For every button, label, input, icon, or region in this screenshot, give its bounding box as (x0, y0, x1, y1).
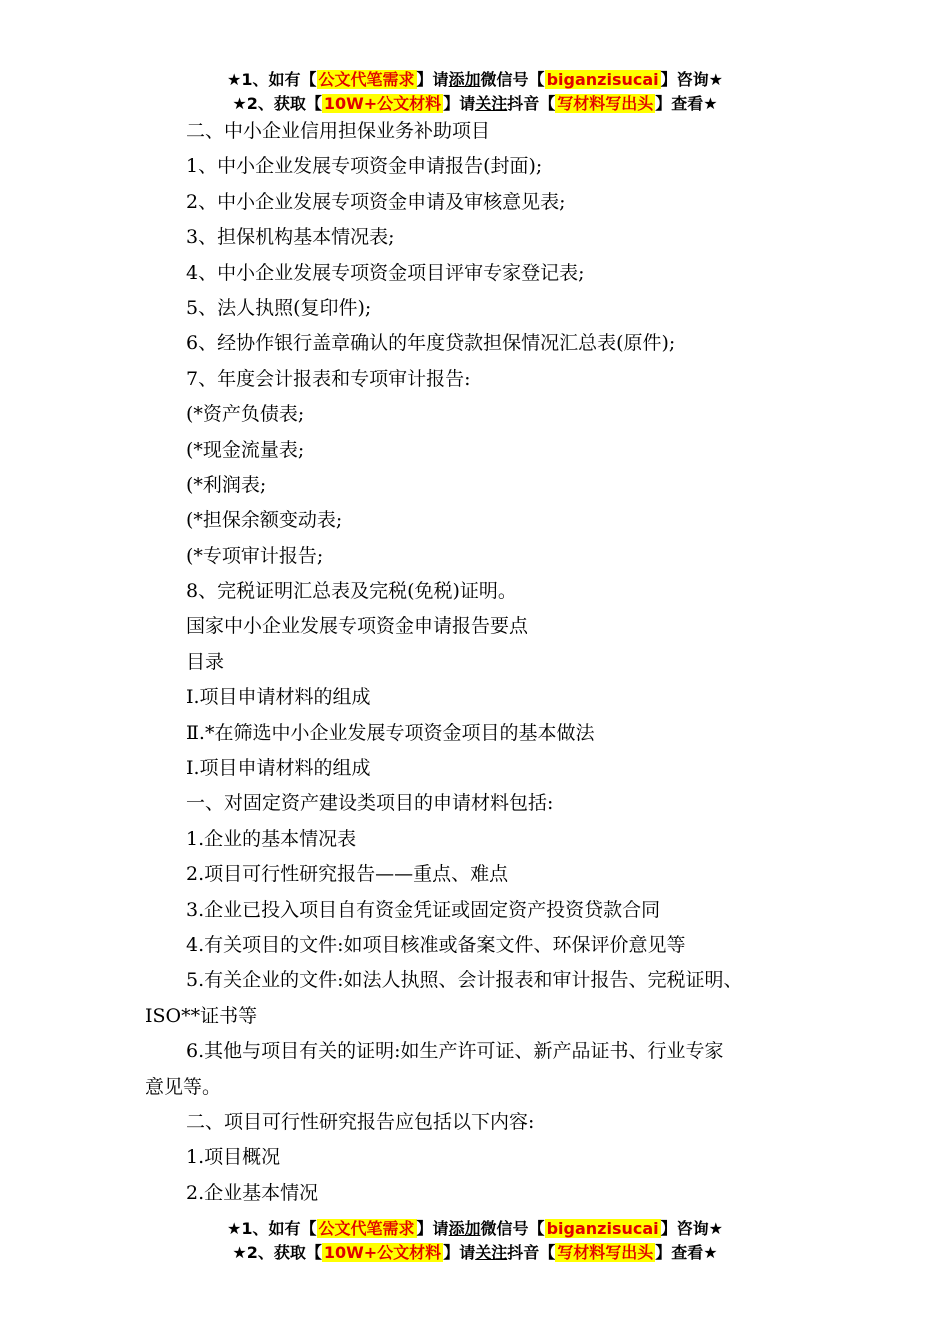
promo-text: 微信号【 (480, 70, 545, 89)
list-item: 1、中小企业发展专项资金申请报告(封面); (186, 155, 543, 178)
promo-underline: 关注 (475, 1243, 508, 1262)
list-item: 1.企业的基本情况表 (186, 827, 357, 850)
promo-highlight: 公文代笔需求 (318, 1219, 415, 1238)
list-item: 3.企业已投入项目自有资金凭证或固定资产投资贷款合同 (186, 898, 661, 921)
document-body (0, 114, 950, 1211)
promo-text: 】请 (416, 70, 449, 89)
promo-underline: 关注 (475, 94, 508, 113)
document-title: 国家中小企业发展专项资金申请报告要点 (186, 615, 529, 638)
list-item: 4、中小企业发展专项资金项目评审专家登记表; (186, 261, 585, 284)
promo-text: 抖音【 (507, 1243, 556, 1262)
subsection-heading: 一、对固定资产建设类项目的申请材料包括: (186, 792, 554, 815)
list-item: 6、经协作银行盖章确认的年度贷款担保情况汇总表(原件); (186, 332, 676, 355)
sub-item: (*资产负债表; (186, 403, 305, 426)
list-item: 4.有关项目的文件:如项目核准或备案文件、环保评价意见等 (186, 933, 686, 956)
subsection-heading: 二、项目可行性研究报告应包括以下内容: (186, 1110, 535, 1133)
promo-text: 】请 (443, 1243, 476, 1262)
promo-text: 】查看★ (655, 94, 718, 113)
promo-text: 微信号【 (480, 1219, 545, 1238)
promo-highlight: 写材料写出头 (557, 94, 654, 113)
promo-highlight: biganzisucai (546, 70, 659, 89)
promo-line-1 (0, 68, 950, 92)
sub-item: (*现金流量表; (186, 438, 305, 461)
toc-item: Ⅰ.项目申请材料的组成 (186, 686, 371, 709)
promo-text: ★1、如有【 (227, 70, 317, 89)
list-item: 5.有关企业的文件:如法人执照、会计报表和审计报告、完税证明、 (186, 969, 743, 992)
list-item: 2、中小企业发展专项资金申请及审核意见表; (186, 190, 566, 213)
list-item: 1.项目概况 (186, 1146, 281, 1169)
toc-heading: 目录 (186, 650, 225, 673)
promo-highlight: 10W+公文材料 (323, 94, 442, 113)
promo-highlight: 10W+公文材料 (323, 1243, 442, 1262)
promo-highlight: 公文代笔需求 (318, 70, 415, 89)
list-item: 2.项目可行性研究报告——重点、难点 (186, 863, 509, 886)
list-item: 8、完税证明汇总表及完税(免税)证明。 (186, 580, 517, 603)
promo-line-2 (0, 92, 950, 116)
sub-item: (*专项审计报告; (186, 544, 324, 567)
promo-text: 】咨询★ (660, 1219, 723, 1238)
promo-text: ★2、获取【 (232, 1243, 322, 1262)
toc-item: Ⅱ.*在筛选中小企业发展专项资金项目的基本做法 (186, 721, 595, 744)
list-item: 6.其他与项目有关的证明:如生产许可证、新产品证书、行业专家 (186, 1040, 724, 1063)
promo-highlight: biganzisucai (546, 1219, 659, 1238)
list-item: 2.企业基本情况 (186, 1181, 319, 1204)
promo-underline: 添加 (448, 70, 481, 89)
section-heading: 二、中小企业信用担保业务补助项目 (186, 120, 491, 142)
promo-text: 】请 (443, 94, 476, 113)
sub-item: (*担保余额变动表; (186, 509, 343, 532)
list-item-continuation: 意见等。 (145, 1075, 222, 1098)
promo-text: ★1、如有【 (227, 1219, 317, 1238)
promo-text: 】咨询★ (660, 70, 723, 89)
promo-text: 】查看★ (655, 1243, 718, 1262)
promo-highlight: 写材料写出头 (557, 1243, 654, 1262)
promo-text: ★2、获取【 (232, 94, 322, 113)
list-item: 3、担保机构基本情况表; (186, 226, 395, 249)
promo-text: 抖音【 (507, 94, 556, 113)
promo-banner-top (0, 68, 950, 116)
section-heading: Ⅰ.项目申请材料的组成 (186, 757, 371, 780)
list-item: 7、年度会计报表和专项审计报告: (186, 367, 471, 390)
promo-banner-bottom (0, 1217, 950, 1265)
promo-line-1 (0, 1217, 950, 1241)
list-item: 5、法人执照(复印件); (186, 296, 372, 319)
promo-line-2 (0, 1241, 950, 1265)
list-item-continuation: ISO**证书等 (145, 1004, 258, 1027)
promo-text: 】请 (416, 1219, 449, 1238)
sub-item: (*利润表; (186, 473, 267, 496)
promo-underline: 添加 (448, 1219, 481, 1238)
